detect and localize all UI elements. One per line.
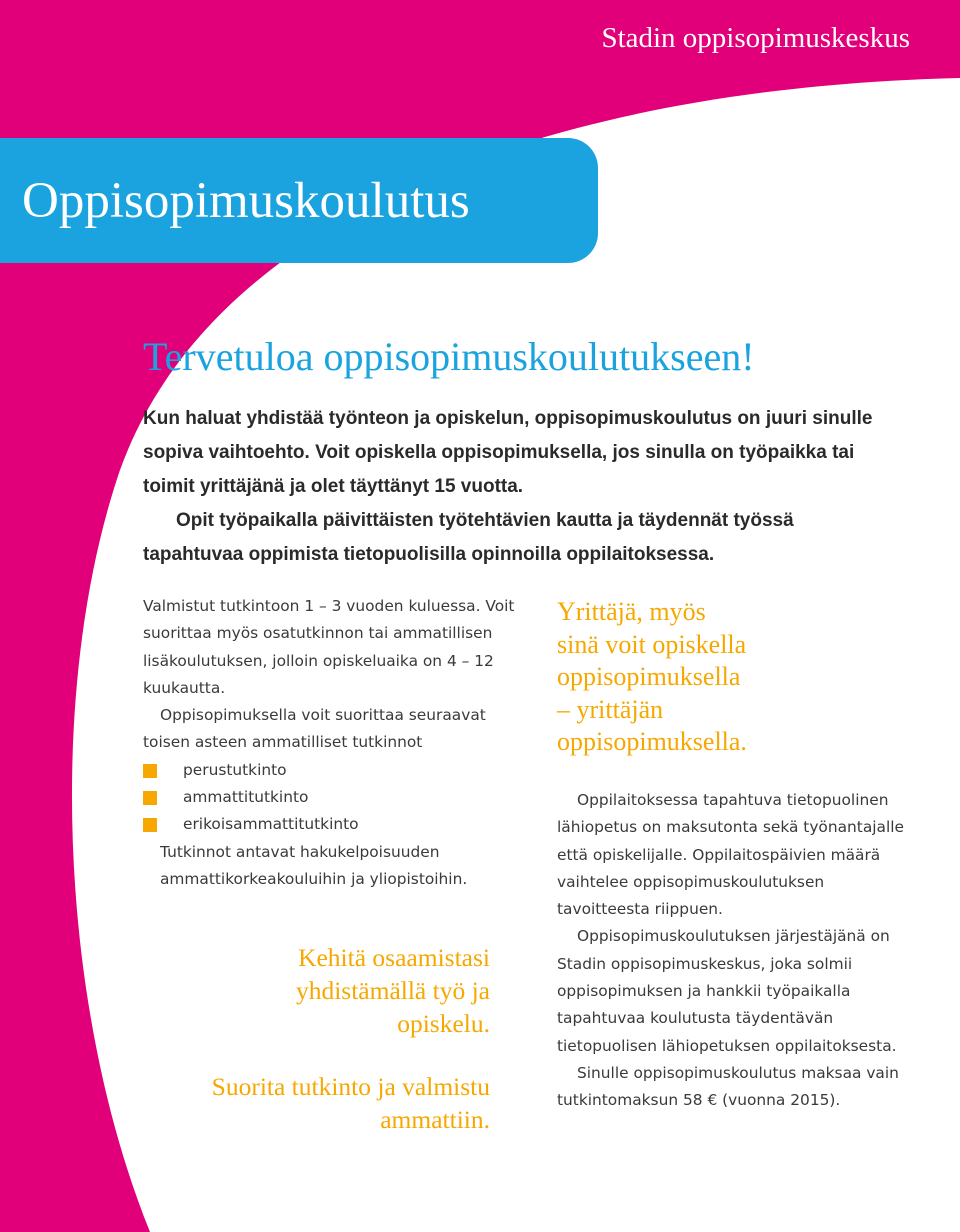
- degrees-intro-paragraph: Oppisopimuksella voit suorittaa seuraavat toisen asteen ammatilliset tutkinnot: [143, 706, 486, 752]
- square-bullet-icon: [143, 764, 157, 778]
- tuition-paragraph: Oppilaitoksessa tapahtuva tietopuolinen lähiopetus on maksutonta sekä työnantajalle että opiskelijalle. Oppilaitospäivien määrä vaihtelee oppisopimuskoulutuksen tavoitteesta riippuen.: [557, 791, 904, 919]
- pull-quote-develop-skills: Kehitä osaamistasi yhdistämällä työ ja opiskelu.: [295, 943, 490, 1038]
- entrepreneur-heading-line: Yrittäjä, myös: [557, 597, 706, 626]
- duration-paragraph: Valmistut tutkintoon 1 – 3 vuoden kuluessa. Voit suorittaa myös osatutkinnon tai ammatillisen lisäkoulutuksen, jolloin opiskeluaika on 4 – 12 kuukautta.: [143, 597, 515, 697]
- list-item: [143, 757, 515, 784]
- entrepreneur-heading-line: – yrittäjän: [557, 694, 664, 724]
- entrepreneur-heading-line: sinä voit opiskella: [557, 629, 747, 659]
- list-item: [143, 784, 515, 811]
- intro-text: [143, 402, 893, 572]
- left-column: [143, 593, 515, 893]
- eligibility-paragraph: Tutkinnot antavat hakukelpoisuuden ammattikorkeakouluihin ja yliopistoihin.: [160, 842, 468, 888]
- intro-paragraph-2: Opit työpaikalla päivittäisten työtehtävien kautta ja täydennät työssä tapahtuvaa oppimista tietopuolisilla opinnoilla oppilaitoksessa.: [143, 510, 794, 565]
- degree-label: perustutkinto: [183, 760, 287, 779]
- degree-label: ammattitutkinto: [183, 788, 309, 807]
- list-item: [143, 811, 515, 838]
- page-title: Oppisopimuskoulutus: [22, 173, 470, 229]
- right-column: [557, 787, 909, 1115]
- organizer-paragraph: Oppisopimuskoulutuksen järjestäjänä on Stadin oppisopimuskeskus, joka solmii oppisopimuksen ja hankkii työpaikalla tapahtuvaa koulutusta täydentävän tietopuolisen lähiopetuksen oppilaitoksesta.: [557, 927, 897, 1055]
- entrepreneur-heading-line: oppisopimuksella.: [557, 727, 747, 756]
- entrepreneur-heading-line: oppisopimuksella: [557, 662, 741, 691]
- square-bullet-icon: [143, 818, 157, 832]
- intro-paragraph-1: Kun haluat yhdistää työnteon ja opiskelun, oppisopimuskoulutus on juuri sinulle sopiva vaihtoehto. Voit opiskella oppisopimuksella, jos sinulla on työpaikka tai toimit yrittäjänä ja olet täyttänyt 15 vuotta.: [143, 408, 873, 497]
- pull-quote-graduate: Suorita tutkinto ja valmistu ammattiin.: [211, 1072, 490, 1134]
- degree-list: [143, 757, 515, 839]
- entrepreneur-heading: [557, 596, 747, 759]
- organization-name: Stadin oppisopimuskeskus: [601, 22, 910, 54]
- welcome-heading: Tervetuloa oppisopimuskoulutukseen!: [143, 334, 755, 379]
- fee-paragraph: Sinulle oppisopimuskoulutus maksaa vain tutkintomaksun 58 € (vuonna 2015).: [557, 1063, 899, 1110]
- square-bullet-icon: [143, 791, 157, 805]
- title-banner: [0, 138, 598, 263]
- degree-label: erikoisammattitutkinto: [183, 815, 359, 834]
